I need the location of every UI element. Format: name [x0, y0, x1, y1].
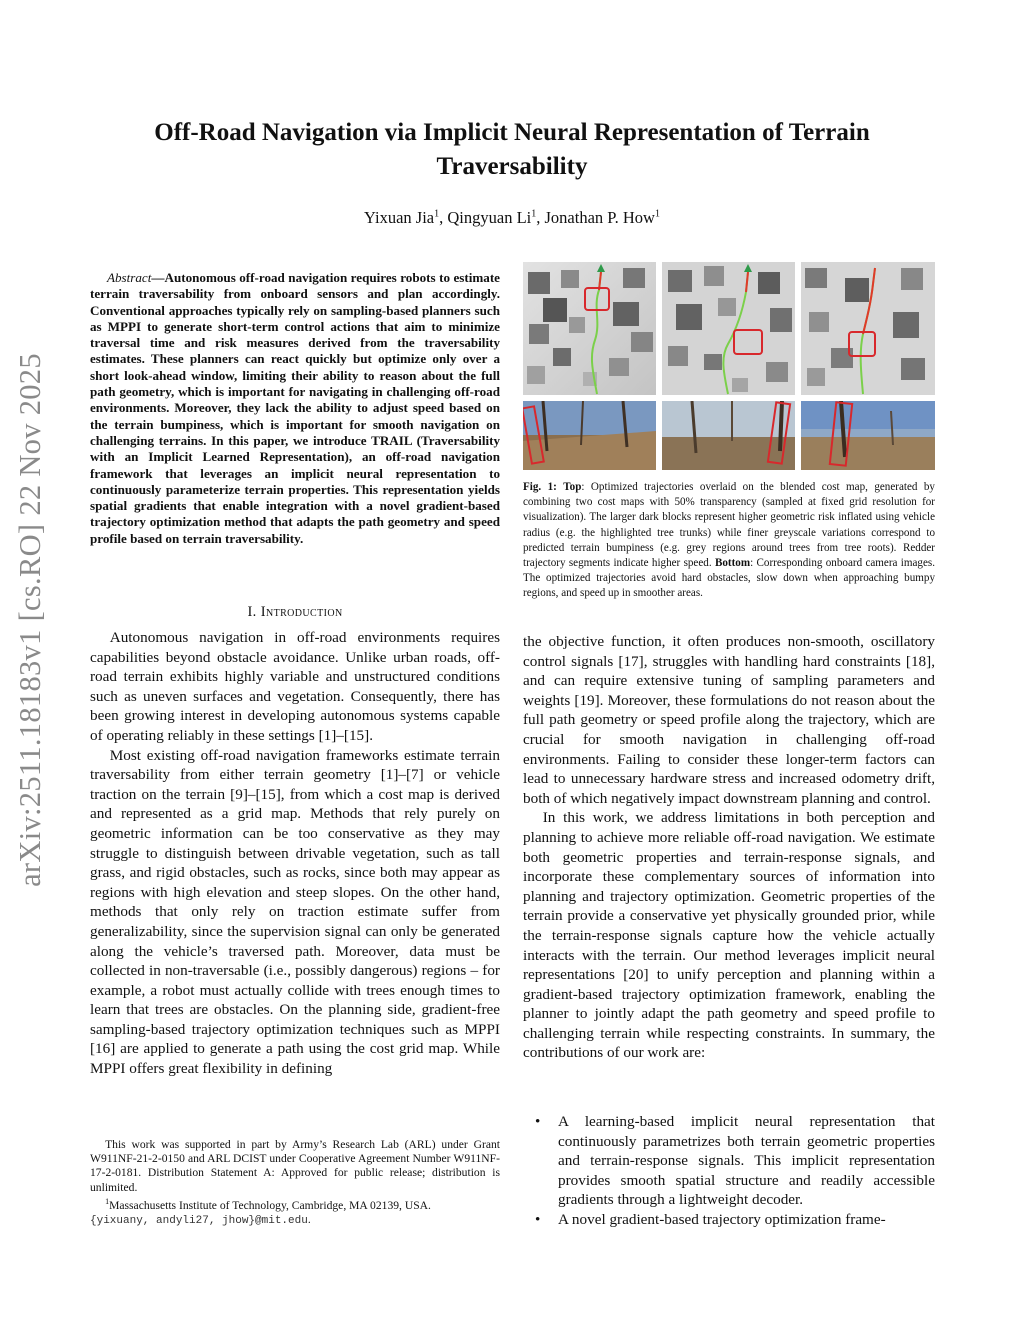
- camera-image-1: [523, 401, 656, 470]
- funding-footnote: This work was supported in part by Army’s Research Lab (ARL) under Grant W911NF-21-2-0150 and ARL DCIST under Cooperative Agreement Number W911NF-17-2-0181. Distribution Statement A: Approved for public release; distribution is unlimited.: [90, 1138, 500, 1194]
- forest-photo-2: [662, 401, 795, 470]
- section-heading-introduction: I. Introduction: [247, 604, 343, 620]
- camera-image-3: [801, 401, 935, 470]
- bullet-marker: •: [535, 1210, 541, 1228]
- figure-1-caption: [523, 480, 935, 602]
- author-name: Qingyuan Li: [447, 208, 532, 227]
- paragraph: Most existing off-road navigation frameworks estimate terrain traversability from either terrain geometry [1]–[7] or vehicle traction on the terrain [9]–[15], from which a cost map is derived and represented as a grid map. Methods that rely purely on geometric information can be too conservative as they may struggle to distinguish between drivable vegetation, such as tall grass, and rigid obstacles, such as rocks, since both may appear as regions with high elevation and steep slopes. On the other hand, methods that only rely on traction estimate suffer from generalizability, since the supervision signal can only be generated along the vehicle’s traversed path. Moreover, data must be collected in non-traversable (i.e., possibly dangerous) regions – for example, a robot must actually collide with trees enough times to learn that trees are obstacles. On the planning side, gradient-free sampling-based trajectory optimization techniques such as MPPI [16] are applied to generate a path using the cost grid map. While MPPI offers great flexibility in defining: [90, 746, 500, 1078]
- forest-photo-3: [801, 401, 935, 470]
- email-footnote: [90, 1213, 500, 1228]
- author-name: Jonathan P. How: [544, 208, 655, 227]
- author-emails: {yixuany, andyli27, jhow}@mit.edu: [90, 1214, 308, 1227]
- cost-map-panel-2: [662, 262, 795, 395]
- left-column-body: [90, 628, 500, 1079]
- caption-top-label: Top: [563, 481, 582, 493]
- caption-label: Fig. 1:: [523, 481, 557, 493]
- cost-map-image-3: [801, 262, 935, 395]
- right-column-body: [523, 632, 935, 1063]
- footnotes: [90, 1138, 500, 1228]
- paragraph: the objective function, it often produces non-smooth, oscillatory control signals [17], struggles with handling hard constraints [18], and can require extensive tuning of sampling parameters and weights [19]. Moreover, these formulations do not reason about the full path geometry or speed profile along the trajectory, which are crucial for smooth navigation in challenging off-road environments. Failing to consider these longer-term factors can lead to unnecessary hardware stress and increased odometry drift, both of which negatively impact downstream planning and control.: [523, 633, 935, 807]
- cost-map-image-1: [523, 262, 656, 395]
- bullet-marker: •: [535, 1113, 541, 1130]
- abstract-dash: —: [151, 270, 165, 285]
- contributions-list: [523, 1112, 935, 1230]
- author-line: Yixuan Jia$^1$, Qingyuan Li$^1$, Jonathan P. How$^1$: [364, 208, 660, 227]
- affiliation-mark: 1: [434, 208, 440, 220]
- caption-bottom-label: Bottom: [714, 557, 751, 570]
- affiliation-mark: 1: [531, 208, 537, 220]
- list-item: [523, 1112, 935, 1210]
- arxiv-identifier-stamp: arXiv:2511.18183v1 [cs.RO] 22 Nov 2025: [13, 353, 47, 887]
- abstract: [90, 270, 500, 547]
- paragraph: Autonomous navigation in off-road environments requires capabilities beyond obstacle avoidance. Unlike urban roads, off-road terrain exhibits highly variable and unstructured conditions such as uneven surfaces and vegetation. Consequently, there has been growing interest in developing autonomous systems capable of operating reliably in these settings [1]–[15].: [90, 629, 500, 744]
- list-item: [523, 1210, 935, 1230]
- affiliation-mark: 1: [654, 208, 660, 220]
- forest-photo-1: [523, 401, 656, 470]
- abstract-text: Autonomous off-road navigation requires robots to estimate terrain traversability from onboard sensors and plan accordingly. Conventional approaches typically rely on sampling-based planners such as MPPI to generate short-term control actions that aim to minimize traversal time and risk measures derived from the traversability estimates. These planners can react quickly but optimize only over a short look-ahead window, limiting their ability to reason about the full path geometry, which is important for navigating in challenging off-road environments. Moreover, they lack the ability to adjust speed based on the terrain bumpiness, which is important for smooth navigation on challenging terrains. In this paper, we introduce TRAIL (Traversability with an Implicit Learned Representation), an off-road navigation framework that leverages an implicit neural representation to continuously parameterize terrain properties. This representation yields spatial gradients that enable integration with a novel gradient-based trajectory optimization method that adapts the path geometry and speed profile based on terrain traversability.: [90, 270, 500, 546]
- caption-bottom-text: : Corresponding onboard camera images. The optimized trajectories avoid hard obstacles, slow down when approaching bumpy regions, and speed up in smoother areas.: [523, 557, 935, 600]
- paragraph: In this work, we address limitations in both perception and planning to achieve more reliable off-road navigation. We estimate both geometric properties and terrain-response signals, and incorporate these complementary sources of information into planning and trajectory optimization. Geometric properties of the terrain provide a conservative yet physically grounded prior, while the terrain-response signals capture how the vehicle actually interacts with the terrain. Our method leverages implicit neural representations [20] to unify perception and planning within a gradient-based trajectory optimization framework, enabling the planner to jointly adapt the path geometry and speed profile to challenging terrain while respecting constraints. In summary, the contributions of our work are:: [523, 809, 935, 1062]
- camera-image-2: [662, 401, 795, 470]
- cost-map-panel-3: [801, 262, 935, 395]
- caption-top-text: : Optimized trajectories overlaid on the blended cost map, generated by combining two cost maps with 50% transparency (sampled at fixed grid resolution for visualization). The larger dark blocks represent higher geometric risk inflated using vehicle radius (e.g. the highlighted tree trunks) while finer greyscale variations correspond to predicted terrain bumpiness (e.g. grey regions around trees from tree roots). Redder trajectory segments indicate higher speed.: [523, 481, 935, 570]
- abstract-lead: Abstract: [107, 270, 152, 285]
- author-name: Yixuan Jia: [364, 208, 435, 227]
- list-item-text: A novel gradient-based trajectory optimization frame-: [558, 1210, 886, 1228]
- figure-1: [523, 262, 935, 470]
- list-item-text: A learning-based implicit neural representation that continuously parametrizes both terrain geometric properties and terrain-response signals. This implicit representation provides smooth spatial structure and readily accessible gradients through a lightweight decoder.: [558, 1113, 935, 1209]
- affiliation-mark: 1: [105, 1196, 110, 1206]
- cost-map-image-2: [662, 262, 795, 395]
- affiliation-text: Massachusetts Institute of Technology, Cambridge, MA 02139, USA.: [109, 1198, 431, 1212]
- paper-title: Off-Road Navigation via Implicit Neural Representation of Terrain Traversability: [154, 119, 870, 180]
- affiliation-footnote: [90, 1195, 500, 1213]
- cost-map-panel-1: [523, 262, 656, 395]
- email-period: .: [307, 1212, 311, 1226]
